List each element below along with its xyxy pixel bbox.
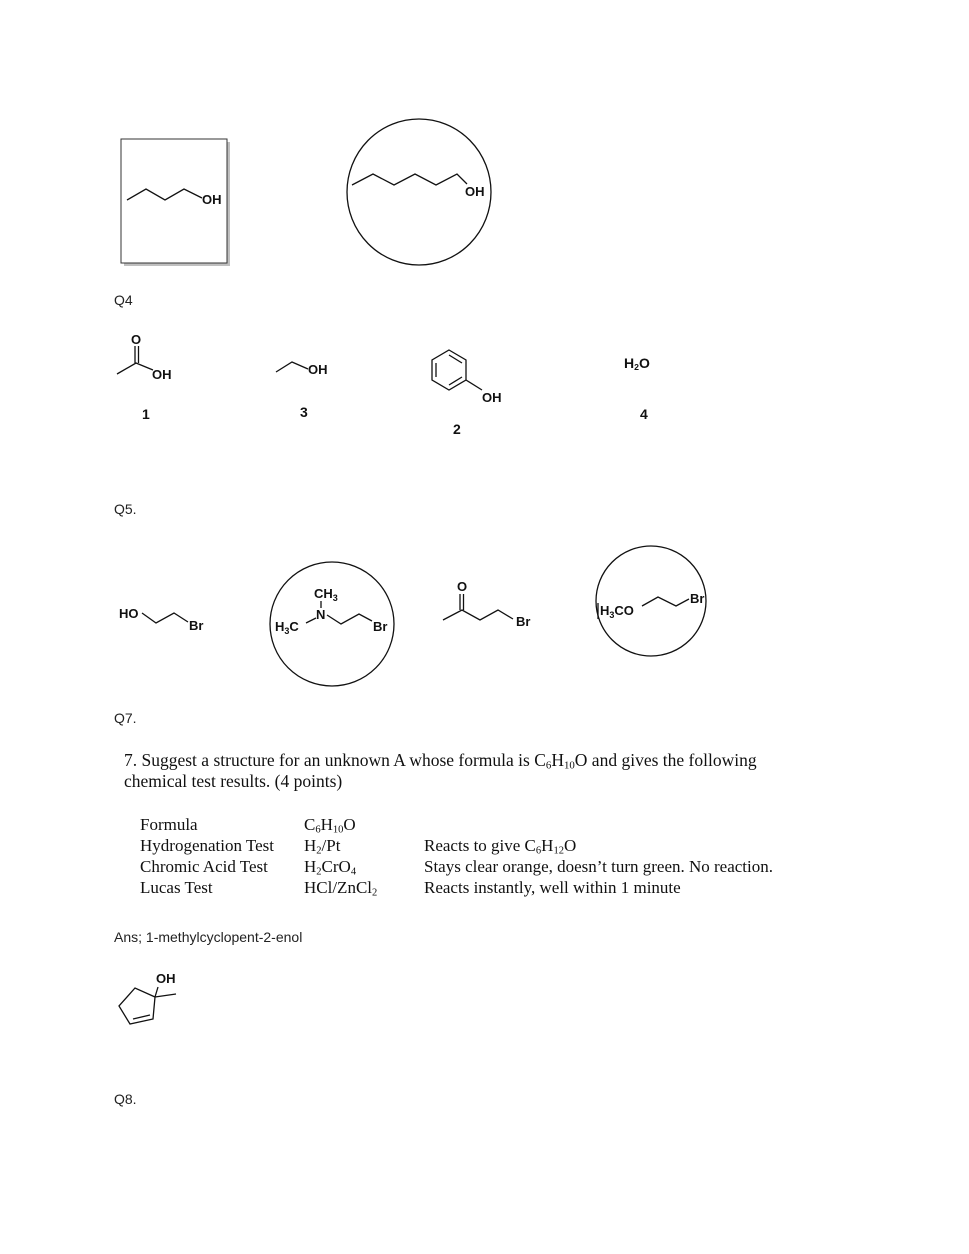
q7-q-post: O and gives the following	[574, 750, 757, 770]
phenol-oh: OH	[482, 390, 502, 405]
test-reagent: $C_6H_{10}O$	[304, 815, 356, 836]
amine-h3c-c: C	[289, 619, 299, 634]
q5-label: Q5.	[114, 501, 137, 517]
water-h: H	[624, 355, 635, 371]
phenol-structure	[424, 344, 514, 410]
compound-number-3: 3	[300, 404, 308, 420]
test-reagent: HCl/ZnCl$_2$	[304, 878, 378, 899]
boxed-oh-label: OH	[202, 192, 222, 207]
water-o: O	[638, 355, 650, 371]
methoxy-h: H	[600, 603, 610, 618]
bromoethanol-structure	[118, 598, 218, 638]
water-formula	[624, 355, 650, 371]
svg-text:CH3	[314, 586, 338, 603]
amine-br: Br	[373, 619, 388, 634]
amine-n: N	[316, 607, 326, 622]
methoxy-co: CO	[614, 603, 634, 618]
boxed-alcohol-structure	[118, 136, 233, 268]
compound-number-2: 2	[453, 421, 461, 437]
acetic-acid-structure	[112, 330, 192, 390]
test-result: Stays clear orange, doesn’t turn green. No reaction.	[424, 857, 774, 876]
q7-question-line-1	[124, 750, 757, 771]
answer-oh: OH	[156, 971, 176, 986]
test-result: Reacts to give $C_6H_{12}O$	[424, 836, 577, 857]
svg-text:H3CO	[600, 603, 634, 620]
ethanol-structure	[272, 350, 342, 380]
bromobutanone-br: Br	[516, 614, 531, 629]
test-name: Lucas Test	[140, 878, 213, 897]
water-sub: 2	[634, 362, 639, 373]
test-name: Hydrogenation Test	[140, 836, 274, 855]
amine-h3c-sub: 3	[284, 626, 290, 636]
compound-number-1: 1	[142, 406, 150, 422]
methoxy-br: Br	[690, 591, 705, 606]
amine-h3c-h: H	[275, 619, 285, 634]
q7-q-mid: H	[551, 750, 564, 770]
bromobutanone-o: O	[457, 579, 468, 594]
q7-label: Q7.	[114, 710, 137, 726]
svg-text:O: O	[131, 332, 142, 347]
q7-q-sub2: 10	[563, 759, 575, 772]
methoxy-sub: 3	[609, 610, 615, 620]
methylcyclopentenol-structure	[112, 966, 192, 1032]
amine-ch: CH	[314, 586, 333, 601]
methoxy-circled-structure	[592, 543, 712, 661]
q8-label: Q8.	[114, 1091, 137, 1107]
answer-text: Ans; 1-methylcyclopent-2-enol	[114, 929, 303, 945]
svg-text:H3C	[275, 619, 299, 636]
q7-q-pre: 7. Suggest a structure for an unknown A whose formula is C	[124, 750, 546, 770]
test-result: Reacts instantly, well within 1 minute	[424, 878, 681, 897]
test-name: Chromic Acid Test	[140, 857, 268, 876]
bromoethanol-br: Br	[189, 618, 204, 633]
amine-circled-structure	[266, 558, 400, 690]
bromobutanone-structure	[438, 574, 548, 634]
test-reagent: $H_2CrO_4$	[304, 857, 357, 878]
test-reagent: $H_2/Pt$	[304, 836, 341, 857]
bromoethanol-ho: HO	[119, 606, 139, 621]
q7-q-sub1: 6	[545, 759, 552, 772]
ethanol-oh: OH	[308, 362, 328, 377]
circled-oh-label: OH	[465, 184, 485, 199]
q7-question-line-2: chemical test results. (4 points)	[124, 771, 343, 791]
q4-label: Q4	[114, 292, 133, 308]
test-name: Formula	[140, 815, 198, 834]
acetic-acid-oh: OH	[152, 367, 172, 382]
compound-number-4: 4	[640, 406, 648, 422]
circled-alcohol-structure	[343, 118, 498, 268]
amine-ch-sub: 3	[332, 593, 338, 603]
